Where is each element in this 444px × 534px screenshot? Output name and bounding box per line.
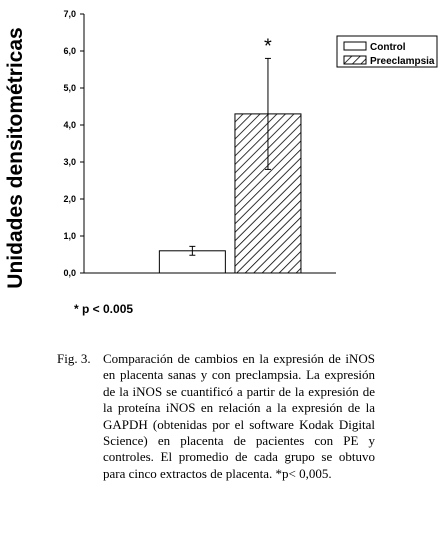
legend-swatch-preeclampsia	[344, 56, 366, 64]
y-tick-label: 7,0	[63, 9, 76, 19]
significance-star: *	[264, 35, 272, 58]
y-axis-ticks	[63, 9, 84, 278]
y-tick-label: 0,0	[63, 268, 76, 278]
significance-note: * p < 0.005	[74, 302, 134, 316]
legend-swatch-control	[344, 42, 366, 50]
y-tick-label: 2,0	[63, 194, 76, 204]
figure-label: Fig. 3.	[57, 351, 91, 366]
legend-label-control: Control	[370, 42, 406, 53]
figure-caption	[57, 351, 375, 482]
y-tick-label: 4,0	[63, 120, 76, 130]
y-tick-label: 3,0	[63, 157, 76, 167]
y-tick-label: 5,0	[63, 83, 76, 93]
y-axis-label: Unidades densitométricas	[4, 27, 27, 289]
bars	[159, 35, 301, 273]
legend-label-preeclampsia: Preeclampsia	[370, 56, 435, 67]
figure-caption-text: Comparación de cambios en la expresión de iNOS en placenta sanas y con preclampsia. La expresión de la iNOS se cuantificó a partir de la expresión de la proteína iNOS en relación a la expresión de la GAPDH (obtenidas por el software Kodak Digital Science) en placenta de pacientes con PE y controles. El promedio de cada grupo se obtuvo para cinco extractos de placenta. *p< 0,005.	[103, 351, 375, 481]
y-tick-label: 1,0	[63, 231, 76, 241]
y-tick-label: 6,0	[63, 46, 76, 56]
legend	[337, 36, 437, 67]
